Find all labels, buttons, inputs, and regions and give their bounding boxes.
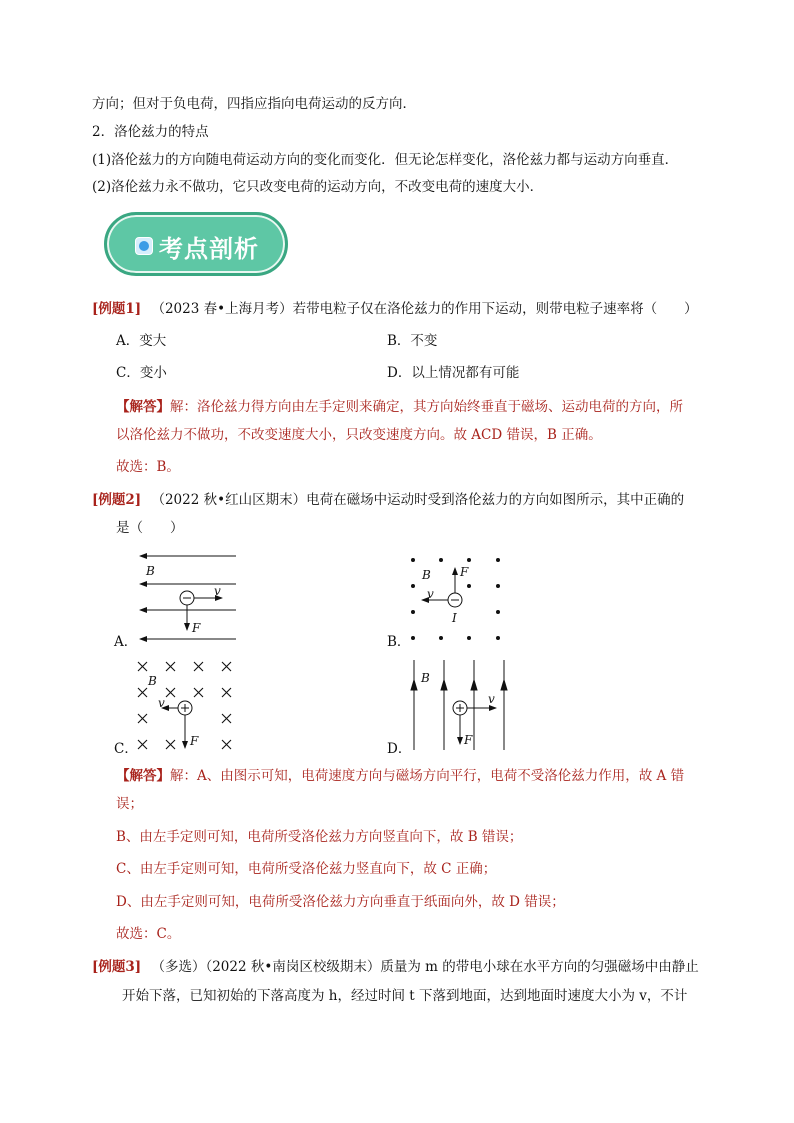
q2-d-label-b: B bbox=[421, 671, 430, 685]
q1-answer-line-2: 以洛伦兹力不做功，不改变速度大小，只改变速度方向。故 ACD 错误，B 正确。 bbox=[116, 427, 602, 443]
q2-a-label-v: v bbox=[214, 584, 221, 598]
q2-diagram-d bbox=[404, 656, 514, 754]
q2-stem-1: （2022 秋•红山区期末）电荷在磁场中运动时受到洛伦兹力的方向如图所示，其中正确的 bbox=[151, 492, 685, 508]
q2-answer-text-1: 解：A、由图示可知，电荷速度方向与磁场方向平行，电荷不受洛伦兹力作用，故 A 错 bbox=[170, 768, 685, 784]
q2-diagram-b bbox=[402, 550, 510, 648]
section-badge bbox=[104, 212, 288, 276]
q2-diagram-a bbox=[130, 548, 242, 648]
q2-a-label-b: B bbox=[146, 564, 155, 578]
q1-stem: （2023 春•上海月考）若带电粒子仅在洛伦兹力的作用下运动，则带电粒子速率将（ ） bbox=[151, 301, 698, 317]
q2-answer-d: D、由左手定则可知，电荷所受洛伦兹力方向垂直于纸面向外，故 D 错误； bbox=[116, 894, 565, 910]
q1-stem-line bbox=[92, 299, 698, 319]
magnifier-icon bbox=[135, 237, 153, 255]
q2-choice: 故选：C。 bbox=[116, 926, 181, 942]
q2-answer-line-1 bbox=[116, 766, 684, 786]
q2-tag: [例题2] bbox=[92, 492, 142, 508]
q1-answer-line-1 bbox=[116, 397, 683, 417]
q2-stem-line-1 bbox=[92, 490, 684, 510]
q1-option-c: C．变小 bbox=[116, 365, 167, 381]
q3-stem-1: （多选）（2022 秋•南岗区校级期末）质量为 m 的带电小球在水平方向的匀强磁场中由静止 bbox=[151, 959, 699, 975]
intro-line-2: 2．洛伦兹力的特点 bbox=[92, 124, 209, 140]
q2-stem-line-2: 是（ ） bbox=[116, 520, 184, 536]
q2-d-label-f: F bbox=[464, 733, 473, 747]
q2-answer-line-2: 误； bbox=[116, 796, 143, 812]
q3-stem-line-2: 开始下落，已知初始的下落高度为 h，经过时间 t 下落到地面，达到地面时速度大小为 v，不计 bbox=[122, 988, 688, 1004]
q2-b-label-f: F bbox=[460, 565, 469, 579]
intro-line-3: (1)洛伦兹力的方向随电荷运动方向的变化而变化．但无论怎样变化，洛伦兹力都与运动方向垂直． bbox=[92, 152, 679, 168]
q1-option-a: A．变大 bbox=[116, 333, 167, 349]
q1-answer-text-1: 解：洛伦兹力得方向由左手定则来确定，其方向始终垂直于磁场、运动电荷的方向，所 bbox=[170, 399, 683, 415]
q2-answer-c: C、由左手定则可知，电荷所受洛伦兹力竖直向下，故 C 正确； bbox=[116, 861, 497, 877]
q2-d-label-v: v bbox=[488, 692, 495, 706]
q3-stem-line-1 bbox=[92, 957, 699, 977]
intro-line-1: 方向；但对于负电荷，四指应指向电荷运动的反方向． bbox=[92, 96, 416, 112]
q1-tag: [例题1] bbox=[92, 301, 142, 317]
q2-c-label-v: v bbox=[158, 696, 165, 710]
q1-answer-tag: 【解答】 bbox=[116, 399, 170, 415]
q2-b-label-v: v bbox=[427, 587, 434, 601]
q1-option-d: D．以上情况都有可能 bbox=[387, 365, 520, 381]
q1-choice: 故选：B。 bbox=[116, 459, 180, 475]
q2-option-a-label: A． bbox=[114, 634, 138, 650]
q2-a-label-f: F bbox=[192, 621, 201, 635]
intro-line-4: (2)洛伦兹力永不做功，它只改变电荷的运动方向，不改变电荷的速度大小． bbox=[92, 179, 544, 195]
q2-answer-tag: 【解答】 bbox=[116, 768, 170, 784]
q2-c-label-f: F bbox=[190, 734, 199, 748]
q2-c-label-b: B bbox=[148, 674, 157, 688]
section-badge-title: 考点剖析 bbox=[159, 235, 259, 263]
q2-answer-b: B、由左手定则可知，电荷所受洛伦兹力方向竖直向下，故 B 错误； bbox=[116, 829, 523, 845]
q2-option-d-label: D． bbox=[387, 741, 412, 757]
q2-b-label-b: B bbox=[422, 568, 431, 582]
q2-option-c-label: C． bbox=[114, 741, 138, 757]
q2-b-label-i: I bbox=[452, 611, 457, 625]
q2-option-b-label: B． bbox=[387, 634, 411, 650]
q2-diagram-c bbox=[132, 656, 242, 756]
q3-tag: [例题3] bbox=[92, 959, 142, 975]
q1-option-b: B．不变 bbox=[387, 333, 438, 349]
